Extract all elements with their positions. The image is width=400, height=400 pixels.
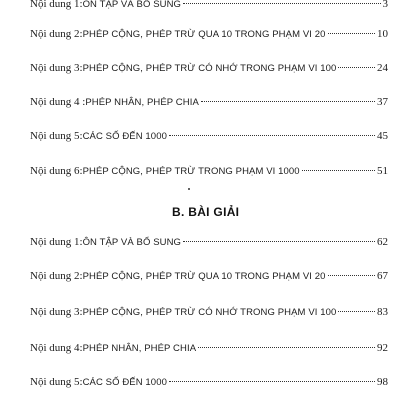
toc-entry-topic: PHÉP CỘNG, PHÉP TRỪ TRONG PHẠM VI 1000 <box>82 166 300 177</box>
toc-entry-page: 10 <box>377 28 388 40</box>
dot-leader <box>201 101 375 102</box>
dot-leader <box>338 311 375 312</box>
toc-entry-topic: ÔN TẬP VÀ BỔ SUNG <box>82 0 182 10</box>
toc-entry-topic: ÔN TẬP VÀ BỔ SUNG <box>82 237 182 248</box>
toc-entry-prefix: Nội dung 5: <box>30 376 83 388</box>
toc-entry-prefix: Nội dung 2: <box>30 270 83 282</box>
toc-entry-b3[interactable] <box>30 302 388 322</box>
toc-entry-topic: PHÉP CỘNG, PHÉP TRỪ QUA 10 TRONG PHẠM VI 20 <box>82 29 326 40</box>
toc-entry-page: 37 <box>377 96 388 108</box>
separator-dot <box>188 188 190 190</box>
section-heading: B. BÀI GIẢI <box>172 205 240 219</box>
dot-leader <box>183 3 380 4</box>
toc-entry-prefix: Nội dung 2: <box>30 28 83 40</box>
toc-entry-page: 24 <box>377 62 388 74</box>
toc-entry-page: 3 <box>382 0 388 10</box>
dot-leader <box>198 347 375 348</box>
toc-entry-topic: PHÉP CỘNG, PHÉP TRỪ QUA 10 TRONG PHẠM VI 20 <box>82 271 326 282</box>
toc-entry-page: 62 <box>377 236 388 248</box>
dot-leader <box>169 381 375 382</box>
toc-entry-prefix: Nội dung 4 : <box>30 96 86 108</box>
toc-entry-prefix: Nội dung 4: <box>30 342 83 354</box>
toc-entry-topic: PHÉP NHÂN, PHÉP CHIA <box>82 343 197 354</box>
toc-entry-b1[interactable] <box>30 232 388 252</box>
toc-entry-topic: CÁC SỐ ĐẾN 1000 <box>82 377 167 388</box>
toc-entry-prefix: Nội dung 3: <box>30 62 83 74</box>
toc-entry-a3[interactable] <box>30 58 388 78</box>
toc-entry-b2[interactable] <box>30 266 388 286</box>
dot-leader <box>338 67 375 68</box>
toc-entry-prefix: Nội dung 5: <box>30 130 83 142</box>
toc-entry-page: 92 <box>377 342 388 354</box>
dot-leader <box>328 275 375 276</box>
toc-entry-topic: PHÉP CỘNG, PHÉP TRỪ CÓ NHỚ TRONG PHẠM VI 100 <box>82 307 337 318</box>
toc-entry-topic: PHÉP CỘNG, PHÉP TRỪ CÓ NHỚ TRONG PHẠM VI 100 <box>82 63 337 74</box>
dot-leader <box>169 135 375 136</box>
toc-entry-a5[interactable] <box>30 126 388 146</box>
dot-leader <box>328 33 375 34</box>
toc-entry-a1[interactable] <box>30 0 388 14</box>
toc-entry-page: 98 <box>377 376 388 388</box>
toc-entry-a6[interactable] <box>30 161 388 181</box>
toc-entry-page: 67 <box>377 270 388 282</box>
toc-entry-prefix: Nội dung 1: <box>30 0 83 10</box>
toc-entry-topic: CÁC SỐ ĐẾN 1000 <box>82 131 167 142</box>
toc-entry-prefix: Nội dung 1: <box>30 236 83 248</box>
dot-leader <box>183 241 375 242</box>
toc-entry-prefix: Nội dung 6: <box>30 165 83 177</box>
toc-entry-page: 45 <box>377 130 388 142</box>
toc-entry-prefix: Nội dung 3: <box>30 306 83 318</box>
toc-entry-b4[interactable] <box>30 338 388 358</box>
toc-entry-page: 83 <box>377 306 388 318</box>
dot-leader <box>302 170 375 171</box>
toc-entry-a4[interactable] <box>30 92 388 112</box>
toc-entry-a2[interactable] <box>30 24 388 44</box>
toc-entry-b5[interactable] <box>30 372 388 392</box>
toc-entry-page: 51 <box>377 165 388 177</box>
toc-entry-topic: PHÉP NHÂN, PHÉP CHIA <box>85 97 199 108</box>
